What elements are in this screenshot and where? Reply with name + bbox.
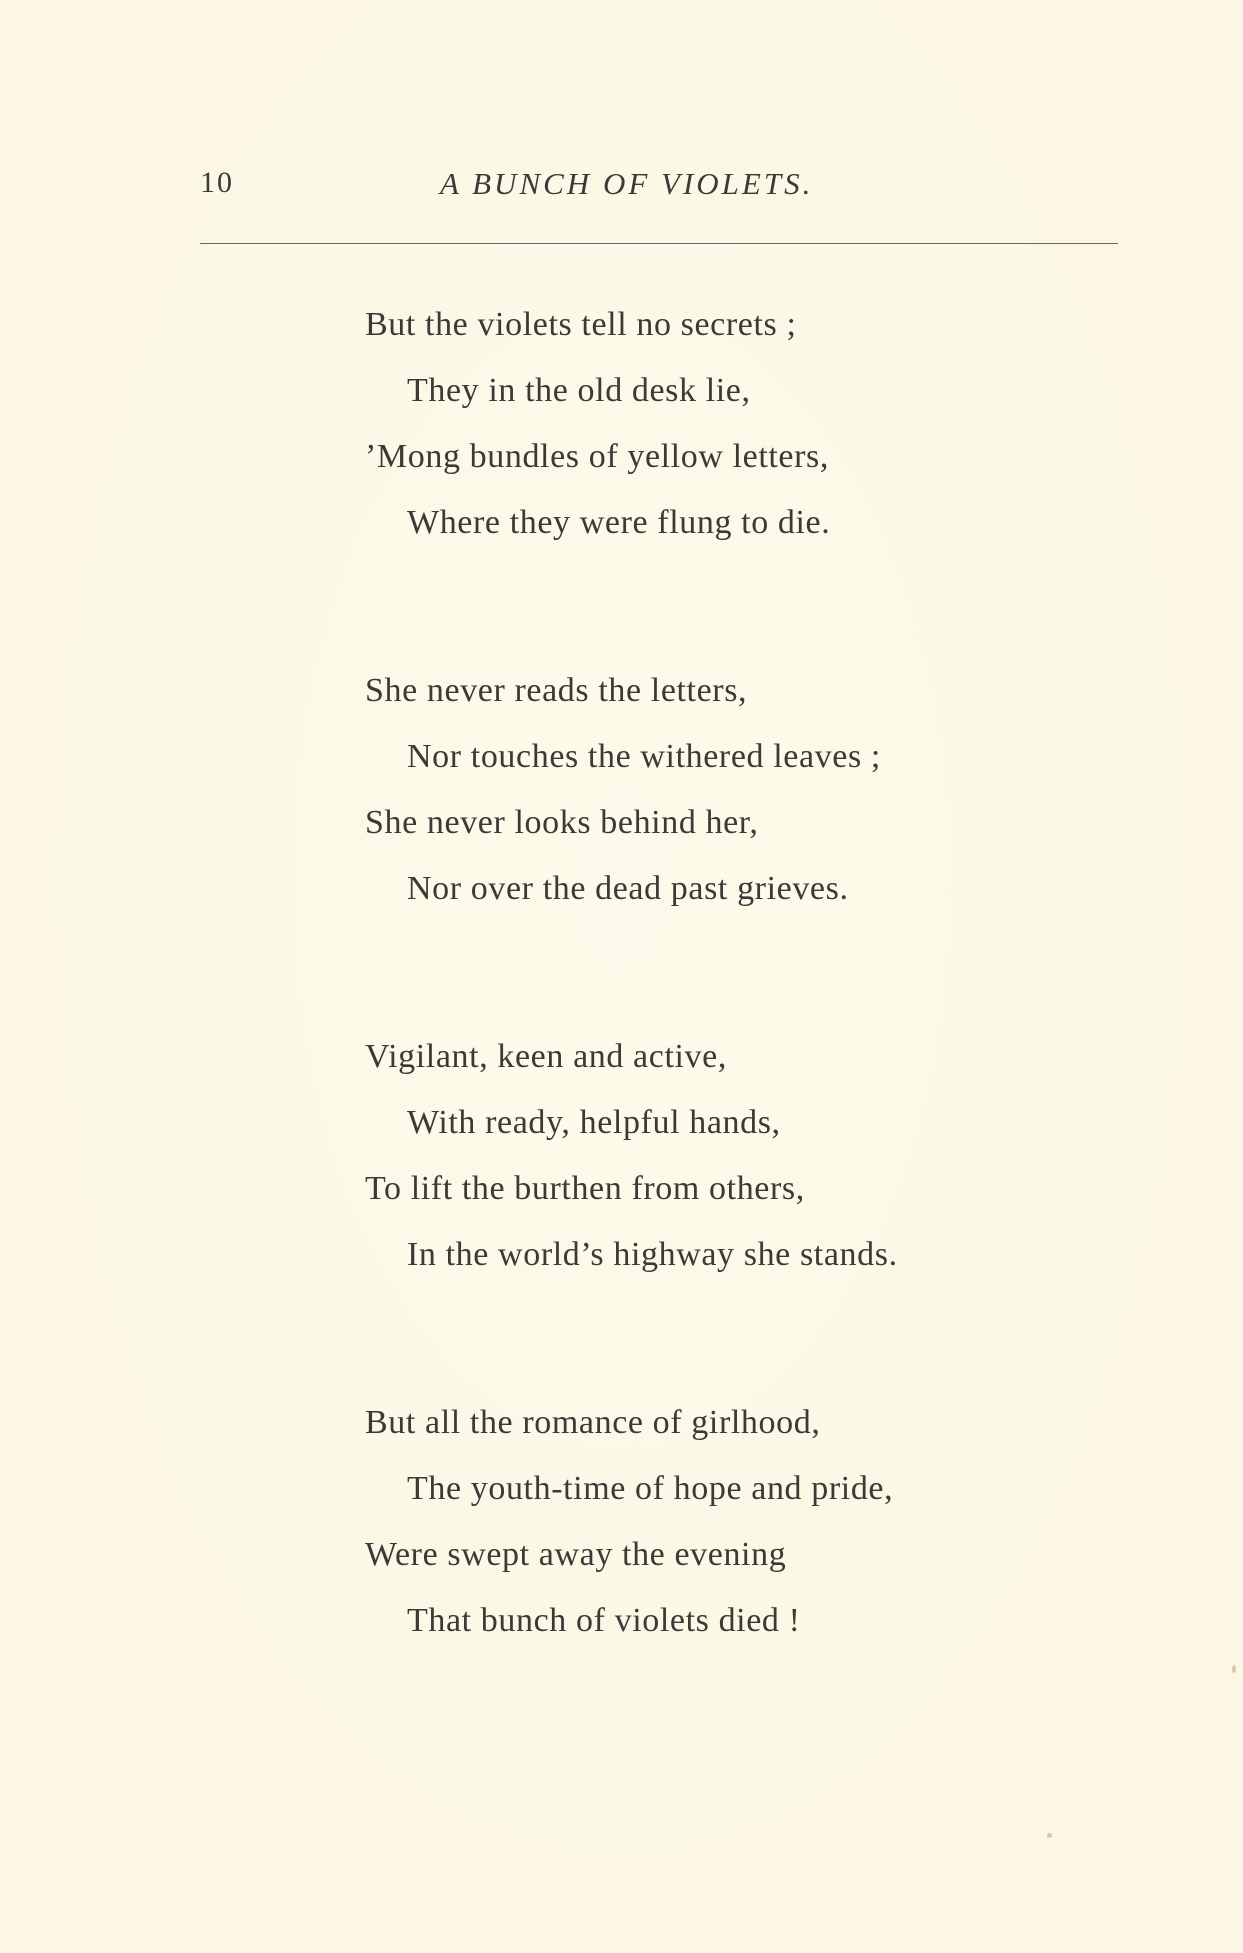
poem-line: Nor over the dead past grieves. [407,870,849,907]
poem-line: Were swept away the evening [365,1536,787,1573]
poem-line: To lift the burthen from others, [365,1170,805,1207]
stanza-1 [365,292,1065,556]
poem-line: Nor touches the withered leaves ; [407,738,881,775]
poem-line: But all the romance of girlhood, [365,1404,821,1441]
poem-line: In the world’s highway she stands. [407,1236,898,1273]
poem-line: With ready, helpful hands, [407,1104,781,1141]
page-number: 10 [200,166,234,199]
poem-line: Vigilant, keen and active, [365,1038,727,1075]
poem-line: That bunch of violets died ! [407,1602,801,1639]
paper-speck [1047,1833,1052,1838]
paper-speck [1232,1665,1236,1673]
poem [365,292,1065,1756]
poem-line: ’Mong bundles of yellow letters, [365,438,829,475]
poem-line: She never looks behind her, [365,804,759,841]
poem-line: The youth-time of hope and pride, [407,1470,894,1507]
running-title: A BUNCH OF VIOLETS. [440,166,814,201]
stanza-4 [365,1390,1065,1654]
header-rule [200,243,1118,244]
poem-line: They in the old desk lie, [407,372,751,409]
poem-line: Where they were flung to die. [407,504,831,541]
stanza-3 [365,1024,1065,1288]
poem-line: She never reads the letters, [365,672,748,709]
stanza-2 [365,658,1065,922]
poem-line: But the violets tell no secrets ; [365,306,797,343]
running-head [200,160,1120,210]
